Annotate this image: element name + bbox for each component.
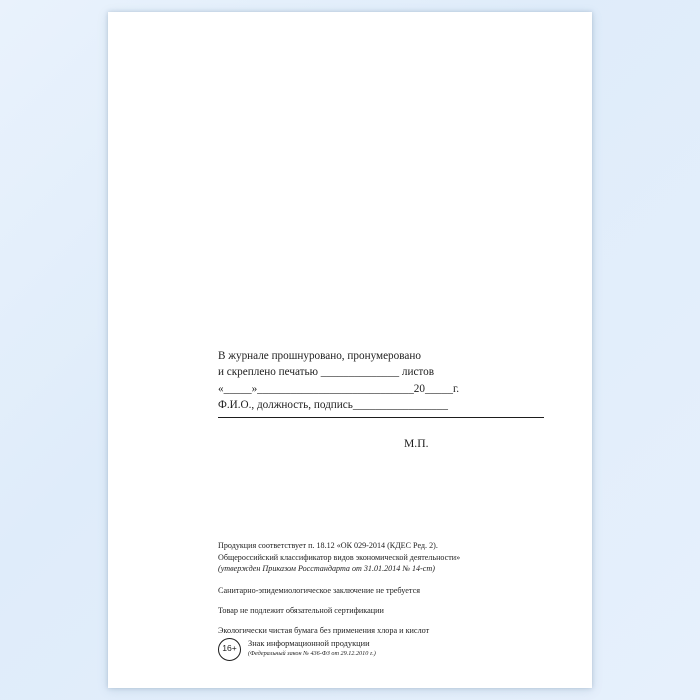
stamp-place-label: М.П. <box>404 437 429 450</box>
document-page <box>108 12 592 688</box>
sanitary-note: Санитарно-эпидемиологическое заключение не требуется <box>218 585 420 595</box>
age-rating-law: (Федеральный закон № 436-ФЗ от 29.12.2010 г.) <box>248 650 376 657</box>
certification-line-1: В журнале прошнуровано, пронумеровано <box>218 350 421 362</box>
certification-signature-line: Ф.И.О., должность, подпись_________________ <box>218 399 448 412</box>
age-rating-title: Знак информационной продукции <box>248 639 370 648</box>
legal-block <box>218 540 568 635</box>
age-rating-row <box>218 638 376 661</box>
product-classification-line-1: Продукция соответствует п. 18.12 «ОК 029-2014 (КДЕС Ред. 2). <box>218 541 438 550</box>
product-classification-line-2: Общероссийский классификатор видов экономической деятельности» <box>218 552 461 562</box>
document-page-content <box>108 12 592 688</box>
certification-block <box>218 348 548 418</box>
certification-date-line: «_____»____________________________20_____г. <box>218 382 460 395</box>
age-rating-text <box>248 638 376 657</box>
product-classification-note <box>218 540 568 575</box>
paper-eco-note: Экологически чистая бумага без применения хлора и кислот <box>218 625 430 635</box>
age-rating-badge: 16+ <box>218 638 241 661</box>
product-classification-line-3 <box>218 563 568 575</box>
certification-requirement-note: Товар не подлежит обязательной сертификации <box>218 605 384 615</box>
product-classification-line-3-text: (утвержден Приказом Росстандарта от 31.01.2014 № 14-ст) <box>218 564 435 574</box>
certification-line-2: и скреплено печатью ______________ листов <box>218 366 435 379</box>
signature-rule <box>218 417 544 418</box>
